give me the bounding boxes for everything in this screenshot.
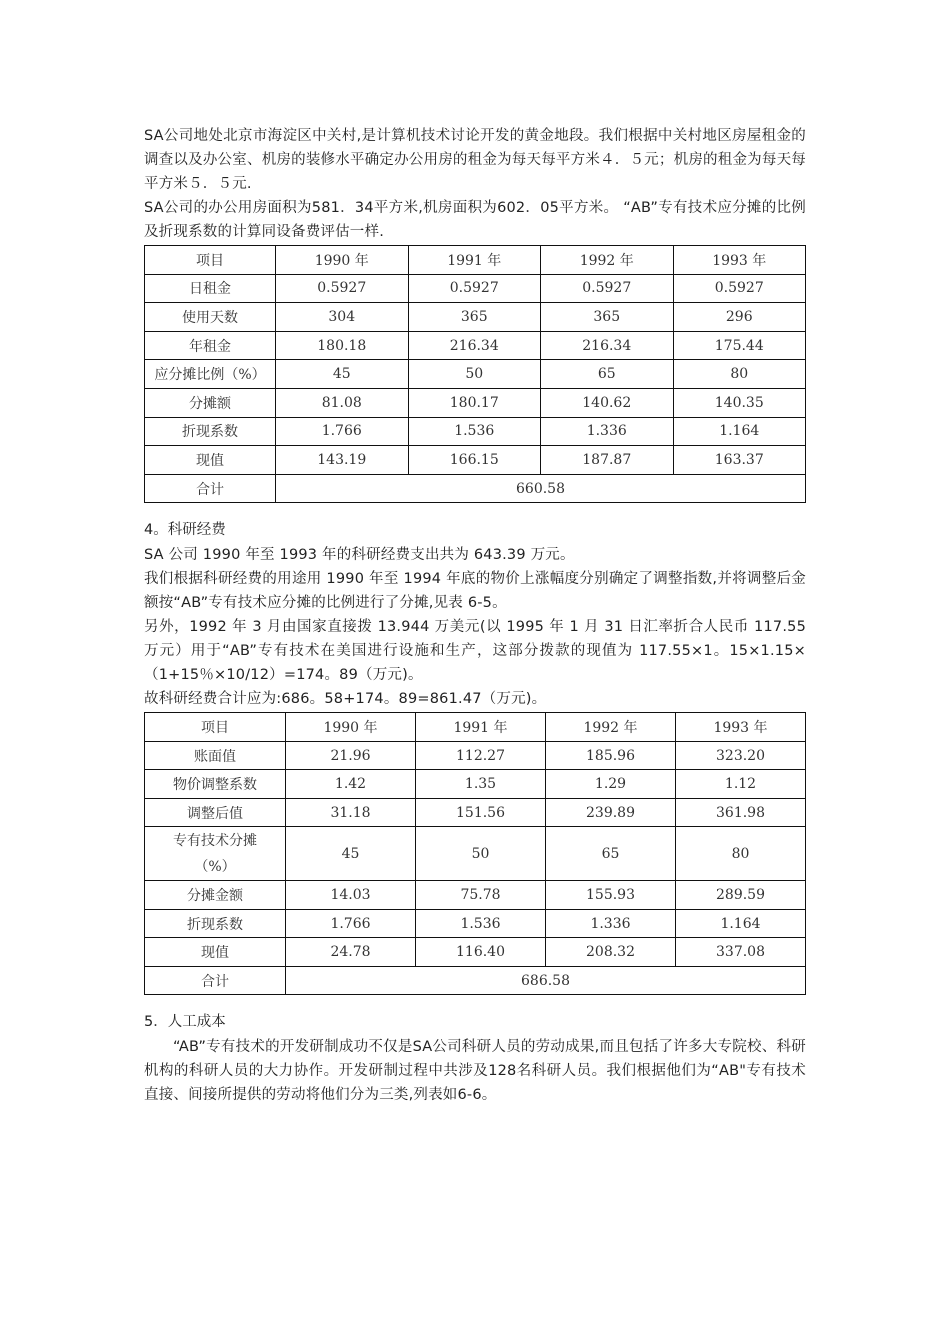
table-header-row <box>145 246 806 275</box>
header-cell: 项目 <box>145 713 286 742</box>
cell: 239.89 <box>546 798 676 827</box>
header-cell: 1990 年 <box>276 246 409 275</box>
table-row <box>145 388 806 417</box>
section-4-paragraph-1: SA 公司 1990 年至 1993 年的科研经费支出共为 643.39 万元。 <box>144 547 575 564</box>
cell: 365 <box>408 303 541 332</box>
total-label: 合计 <box>145 966 286 995</box>
table-header-row <box>145 713 806 742</box>
research-table <box>144 712 806 995</box>
cell: 323.20 <box>676 741 806 770</box>
cell: 81.08 <box>276 388 409 417</box>
table-row <box>145 938 806 967</box>
cell: 216.34 <box>541 331 674 360</box>
cell: 1.766 <box>286 909 416 938</box>
cell: 304 <box>276 303 409 332</box>
cell: 155.93 <box>546 881 676 910</box>
section-5-heading: 5．人工成本 <box>144 1014 226 1031</box>
header-cell: 1990 年 <box>286 713 416 742</box>
table-row <box>145 303 806 332</box>
cell: 151.56 <box>416 798 546 827</box>
row-label: 使用天数 <box>145 303 276 332</box>
cell: 361.98 <box>676 798 806 827</box>
cell: 1.42 <box>286 770 416 799</box>
cell: 140.35 <box>673 388 806 417</box>
cell: 24.78 <box>286 938 416 967</box>
cell: 185.96 <box>546 741 676 770</box>
row-label: 应分摊比例（%） <box>145 360 276 389</box>
total-value: 660.58 <box>276 474 806 503</box>
table-row <box>145 798 806 827</box>
cell: 65 <box>541 360 674 389</box>
header-cell: 1993 年 <box>676 713 806 742</box>
rent-table <box>144 245 806 503</box>
header-cell: 项目 <box>145 246 276 275</box>
intro-paragraph-2: SA公司的办公用房面积为581．34平方米,机房面积为602．05平方米。 “AB”专有技术应分摊的比例及折现系数的计算同设备费评估一样. <box>144 200 806 240</box>
section-4-paragraph-3: 另外，1992 年 3 月由国家直接拨 13.944 万美元(以 1995 年 1 月 31 日汇率折合人民币 117.55 万元）用于“AB”专有技术在美国进行设施和生产，这部分拨款的现值为 117.55×1。15×1.15×（1+15％×10/12）=174。89（万元)。 <box>144 619 806 684</box>
row-label: 现值 <box>145 938 286 967</box>
table-row <box>145 909 806 938</box>
cell: 45 <box>286 827 416 881</box>
cell: 216.34 <box>408 331 541 360</box>
cell: 65 <box>546 827 676 881</box>
table-row <box>145 881 806 910</box>
row-label-line-2: （%） <box>194 858 236 875</box>
cell: 1.536 <box>416 909 546 938</box>
cell: 163.37 <box>673 446 806 475</box>
cell: 0.5927 <box>276 274 409 303</box>
cell: 1.12 <box>676 770 806 799</box>
table-total-row <box>145 966 806 995</box>
row-label: 年租金 <box>145 331 276 360</box>
cell: 180.18 <box>276 331 409 360</box>
document-page <box>144 124 806 1107</box>
cell: 45 <box>276 360 409 389</box>
cell: 337.08 <box>676 938 806 967</box>
row-label <box>145 827 286 881</box>
table-row <box>145 417 806 446</box>
header-cell: 1991 年 <box>408 246 541 275</box>
cell: 80 <box>676 827 806 881</box>
cell: 187.87 <box>541 446 674 475</box>
table-row <box>145 446 806 475</box>
cell: 180.17 <box>408 388 541 417</box>
section-4-paragraph-4: 故科研经费合计应为:686。58+174。89=861.47（万元)。 <box>144 691 547 708</box>
section-4-heading: 4。科研经费 <box>144 522 226 539</box>
total-label: 合计 <box>145 474 276 503</box>
cell: 296 <box>673 303 806 332</box>
cell: 143.19 <box>276 446 409 475</box>
row-label-line-1: 专有技术分摊 <box>173 832 257 849</box>
cell: 21.96 <box>286 741 416 770</box>
cell: 0.5927 <box>541 274 674 303</box>
cell: 0.5927 <box>673 274 806 303</box>
table-row <box>145 274 806 303</box>
row-label: 分摊金额 <box>145 881 286 910</box>
section-4-paragraph-2: 我们根据科研经费的用途用 1990 年至 1994 年底的物价上涨幅度分别确定了调整指数,并将调整后金额按“AB”专有技术应分摊的比例进行了分摊,见表 6-5。 <box>144 571 806 612</box>
table-row <box>145 331 806 360</box>
row-label: 折现系数 <box>145 417 276 446</box>
cell: 289.59 <box>676 881 806 910</box>
cell: 0.5927 <box>408 274 541 303</box>
table-row <box>145 770 806 799</box>
header-cell: 1992 年 <box>546 713 676 742</box>
row-label: 账面值 <box>145 741 286 770</box>
table-row <box>145 360 806 389</box>
table-row <box>145 827 806 881</box>
cell: 365 <box>541 303 674 332</box>
header-cell: 1991 年 <box>416 713 546 742</box>
intro-paragraph-1: SA公司地处北京市海淀区中关村,是计算机技术讨论开发的黄金地段。我们根据中关村地区房屋租金的调查以及办公室、机房的装修水平确定办公用房的租金为每天每平方米４．５元；机房的租金为每天每平方米５．５元. <box>144 128 806 192</box>
row-label: 调整后值 <box>145 798 286 827</box>
table-total-row <box>145 474 806 503</box>
row-label: 分摊额 <box>145 388 276 417</box>
row-label: 折现系数 <box>145 909 286 938</box>
cell: 1.766 <box>276 417 409 446</box>
cell: 31.18 <box>286 798 416 827</box>
cell: 116.40 <box>416 938 546 967</box>
cell: 140.62 <box>541 388 674 417</box>
row-label: 现值 <box>145 446 276 475</box>
cell: 166.15 <box>408 446 541 475</box>
cell: 50 <box>408 360 541 389</box>
cell: 1.29 <box>546 770 676 799</box>
total-value: 686.58 <box>286 966 806 995</box>
cell: 112.27 <box>416 741 546 770</box>
row-label: 物价调整系数 <box>145 770 286 799</box>
cell: 208.32 <box>546 938 676 967</box>
cell: 14.03 <box>286 881 416 910</box>
cell: 80 <box>673 360 806 389</box>
header-cell: 1992 年 <box>541 246 674 275</box>
row-label: 日租金 <box>145 274 276 303</box>
cell: 75.78 <box>416 881 546 910</box>
cell: 175.44 <box>673 331 806 360</box>
header-cell: 1993 年 <box>673 246 806 275</box>
section-5-paragraph-1: “AB”专有技术的开发研制成功不仅是SA公司科研人员的劳动成果,而且包括了许多大专院校、科研机构的科研人员的大力协作。开发研制过程中共涉及128名科研人员。我们根据他们为“AB"专有技术直接、间接所提供的劳动将他们分为三类,列表如6-6。 <box>144 1039 806 1104</box>
cell: 1.164 <box>676 909 806 938</box>
cell: 50 <box>416 827 546 881</box>
cell: 1.336 <box>546 909 676 938</box>
cell: 1.536 <box>408 417 541 446</box>
cell: 1.336 <box>541 417 674 446</box>
cell: 1.35 <box>416 770 546 799</box>
table-row <box>145 741 806 770</box>
cell: 1.164 <box>673 417 806 446</box>
